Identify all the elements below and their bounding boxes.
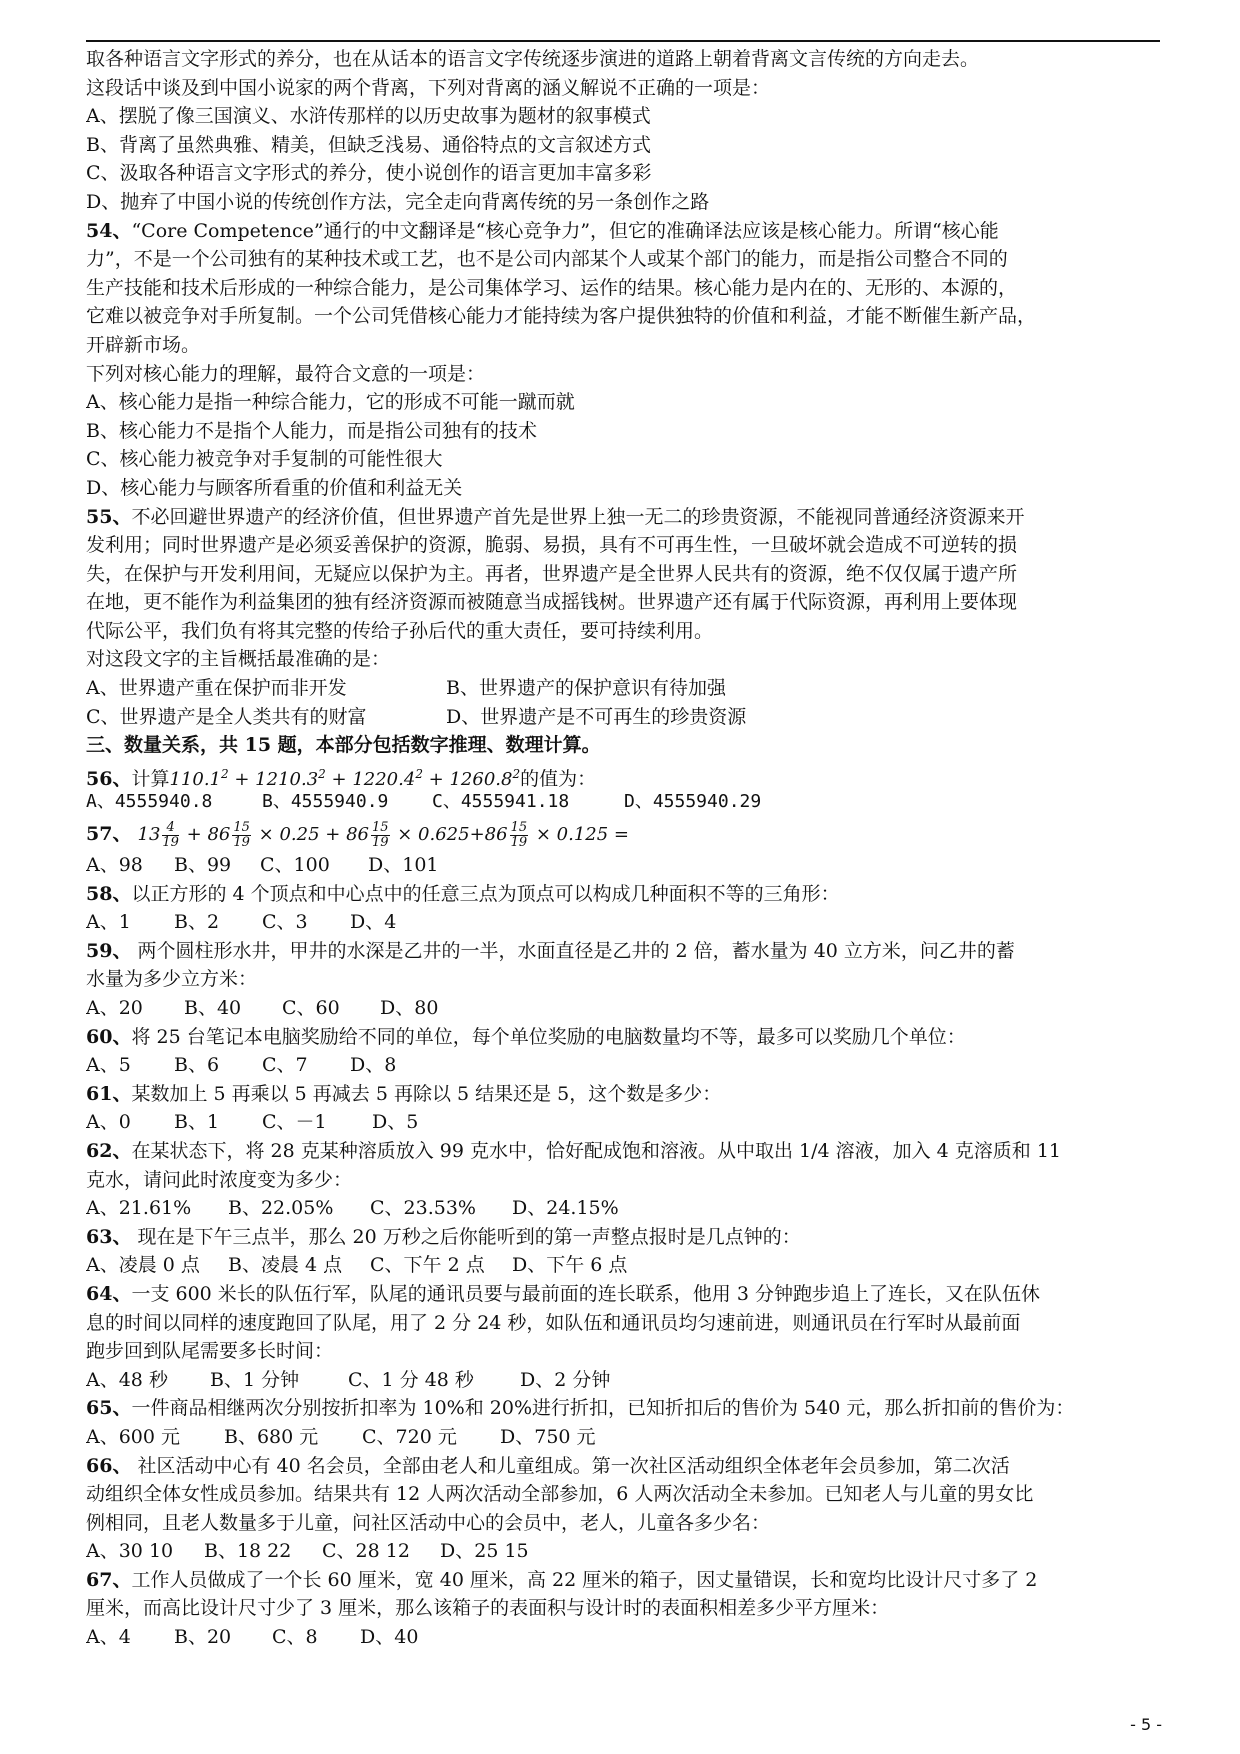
- option-d: D、5: [372, 1111, 419, 1134]
- option-a: A、摆脱了像三国演义、水浒传那样的以历史故事为题材的叙事模式: [86, 105, 651, 128]
- question-prompt: 这段话中谈及到中国小说家的两个背离，下列对背离的涵义解说不正确的一项是：: [86, 76, 771, 99]
- question-text: 两个圆柱形水井，甲井的水深是乙井的一半，水面直径是乙井的 2 倍，蓄水量为 40 立方米，问乙井的蓄: [131, 939, 1015, 962]
- question-61: [86, 1080, 1160, 1109]
- option-d: D、40: [360, 1626, 419, 1649]
- option-b: B、核心能力不是指个人能力，而是指公司独有的技术: [86, 419, 537, 442]
- option-a: A、20: [86, 997, 143, 1019]
- question-number: 57、: [86, 823, 132, 846]
- question-number: 67、: [86, 1568, 132, 1591]
- question-54: [86, 217, 1160, 246]
- question-number: 55、: [86, 505, 132, 528]
- option-b: B、2: [174, 911, 220, 934]
- option-b: B、1 分钟: [210, 1368, 300, 1391]
- option-c: C、28 12: [322, 1540, 410, 1563]
- option-c: C、汲取各种语言文字形式的养分，使小说创作的语言更加丰富多彩: [86, 162, 652, 185]
- option-row: [86, 908, 1160, 937]
- question-64: [86, 1280, 1160, 1309]
- question-number: 61、: [86, 1082, 132, 1105]
- option-row: [86, 1108, 1160, 1137]
- option-b: B、18 22: [204, 1540, 292, 1563]
- question-62: [86, 1137, 1160, 1166]
- question-text: 工作人员做成了一个长 60 厘米，宽 40 厘米，高 22 厘米的箱子，因丈量错误，长和宽均比设计尺寸多了 2: [131, 1568, 1038, 1591]
- option-b: B、4555940.9: [262, 791, 389, 813]
- question-56: [86, 760, 1160, 789]
- text-line: 发利用；同时世界遗产是必须妥善保护的资源，脆弱、易损，具有不可再生性，一旦破坏就会造成不可逆转的损: [86, 534, 1018, 557]
- text-line: 失，在保护与开发利用间，无疑应以保护为主。再者，世界遗产是全世界人民共有的资源，绝不仅仅属于遗产所: [86, 562, 1018, 585]
- question-text: “Core Competence”通行的中文翻译是“核心竞争力”，但它的准确译法应该是核心能力。所谓“核心能: [131, 219, 999, 242]
- option-row: [86, 1251, 1160, 1280]
- question-58: [86, 880, 1160, 909]
- option-c: C、720 元: [362, 1425, 457, 1448]
- question-text: 以正方形的 4 个顶点和中心点中的任意三点为顶点可以构成几种面积不等的三角形：: [131, 882, 840, 905]
- option-d: D、101: [368, 854, 439, 877]
- text-line: 例相同，且老人数量多于儿童，问社区活动中心的会员中，老人，儿童各多少名：: [86, 1511, 771, 1534]
- question-63: [86, 1223, 1160, 1252]
- option-a: A、98: [86, 854, 143, 877]
- question-number: 64、: [86, 1282, 132, 1305]
- option-d: D、4: [350, 911, 397, 934]
- question-text: 社区活动中心有 40 名会员，全部由老人和儿童组成。第一次社区活动组织全体老年会员参加，第二次活: [131, 1454, 1010, 1477]
- question-text: 一件商品相继两次分别按折扣率为 10%和 20%进行折扣，已知折扣后的售价为 540 元，那么折扣前的售价为：: [131, 1397, 1075, 1420]
- option-d: D、24.15%: [512, 1197, 619, 1220]
- text-line: 动组织全体女性成员参加。结果共有 12 人两次活动全部参加，6 人两次活动全未参加。已知老人与儿童的男女比: [86, 1483, 1034, 1506]
- question-55: [86, 503, 1160, 532]
- header-rule: [86, 40, 1160, 42]
- option-a: A、核心能力是指一种综合能力，它的形成不可能一蹴而就: [86, 391, 575, 414]
- option-a: A、600 元: [86, 1425, 181, 1448]
- question-number: 65、: [86, 1397, 132, 1420]
- option-c: C、－1: [262, 1111, 327, 1134]
- text-line: 厘米，而高比设计尺寸少了 3 厘米，那么该箱子的表面积与设计时的表面积相差多少平方厘米：: [86, 1597, 890, 1620]
- option-c: C、1 分 48 秒: [348, 1368, 474, 1391]
- option-c: C、23.53%: [370, 1197, 476, 1220]
- document-body: [86, 45, 1160, 1652]
- page-number: - 5 -: [1130, 1715, 1162, 1734]
- option-a: A、4555940.8: [86, 791, 213, 813]
- option-b: B、680 元: [224, 1425, 319, 1448]
- option-a: A、4: [86, 1626, 131, 1649]
- text-line: 开辟新市场。: [86, 333, 201, 356]
- option-a: A、1: [86, 911, 131, 934]
- text-line: 力”，不是一个公司独有的某种技术或工艺，也不是公司内部某个人或某个部门的能力，而是指公司整合不同的: [86, 248, 1008, 271]
- option-b: B、20: [174, 1626, 232, 1649]
- fraction: $\frac{15}{19}$: [371, 819, 389, 850]
- option-row: [86, 1051, 1160, 1080]
- option-c: C、8: [272, 1626, 318, 1649]
- option-b: B、6: [174, 1054, 220, 1077]
- question-text: 在某状态下，将 28 克某种溶质放入 99 克水中，恰好配成饱和溶液。从中取出 1/4 溶液，加入 4 克溶质和 11: [131, 1139, 1062, 1162]
- option-a: A、凌晨 0 点: [86, 1254, 200, 1277]
- text-line: 生产技能和技术后形成的一种综合能力，是公司集体学习、运作的结果。核心能力是内在的、无形的、本源的，: [86, 276, 1018, 299]
- option-b: B、1: [174, 1111, 220, 1134]
- option-c: C、7: [262, 1054, 308, 1077]
- question-60: [86, 1023, 1160, 1052]
- question-65: [86, 1394, 1160, 1423]
- text-line: 它难以被竞争对手所复制。一个公司凭借核心能力才能持续为客户提供独特的价值和利益，才能不断催生新产品，: [86, 305, 1037, 328]
- option-d: D、80: [380, 997, 439, 1019]
- option-row: [86, 1537, 1160, 1566]
- text-line: 克水，请问此时浓度变为多少：: [86, 1168, 353, 1191]
- option-a: A、21.61%: [86, 1197, 192, 1220]
- question-number: 62、: [86, 1139, 132, 1162]
- question-number: 66、: [86, 1454, 132, 1477]
- option-row: [86, 703, 1160, 732]
- text-line: 取各种语言文字形式的养分，也在从话本的语言文字传统逐步演进的道路上朝着背离文言传统的方向走去。: [86, 48, 980, 70]
- question-number: 56、: [86, 767, 132, 789]
- option-row: [86, 1623, 1160, 1652]
- option-c: C、100: [260, 854, 330, 877]
- option-b: B、凌晨 4 点: [228, 1254, 343, 1277]
- question-text: 某数加上 5 再乘以 5 再减去 5 再除以 5 结果还是 5，这个数是多少：: [131, 1082, 722, 1105]
- fraction: $\frac{15}{19}$: [233, 819, 250, 850]
- question-text: 将 25 台笔记本电脑奖励给不同的单位，每个单位奖励的电脑数量均不等，最多可以奖励几个单位：: [131, 1025, 966, 1048]
- option-d: D、4555940.29: [624, 791, 762, 813]
- text-line: 在地，更不能作为利益集团的独有经济资源而被随意当成摇钱树。世界遗产还有属于代际资源，再利用上要体现: [86, 591, 1018, 614]
- text-line: 水量为多少立方米：: [86, 968, 258, 991]
- question-59: [86, 937, 1160, 966]
- option-row: [86, 851, 1160, 880]
- question-text: 一支 600 米长的队伍行军，队尾的通讯员要与最前面的连长联系，他用 3 分钟跑步追上了连长，又在队伍休: [131, 1282, 1040, 1305]
- question-prompt: 下列对核心能力的理解，最符合文意的一项是：: [86, 362, 486, 385]
- option-row: [86, 994, 1160, 1023]
- text-line: 跑步回到队尾需要多长时间：: [86, 1340, 334, 1363]
- option-d: D、下午 6 点: [512, 1254, 628, 1277]
- question-number: 58、: [86, 882, 132, 905]
- option-row: [86, 788, 1160, 817]
- option-row: [86, 1423, 1160, 1452]
- math-expression: 13 $\frac{4}{19}$ + 86 $\frac{15}{19}$ × 0.25 + 86 $\frac{15}{19}$ × 0.625+86 $\frac{15}{19}$ × 0.125 =: [137, 819, 629, 850]
- option-c: C、4555941.18: [432, 791, 570, 813]
- option-a: A、世界遗产重在保护而非开发: [86, 677, 347, 700]
- question-text: 现在是下午三点半，那么 20 万秒之后你能听到的第一声整点报时是几点钟的：: [131, 1225, 801, 1248]
- option-a: A、48 秒: [86, 1368, 168, 1391]
- fraction: $\frac{4}{19}$: [162, 819, 179, 850]
- option-b: B、世界遗产的保护意识有待加强: [446, 677, 726, 700]
- option-c: C、核心能力被竞争对手复制的可能性很大: [86, 448, 443, 471]
- option-d: D、核心能力与顾客所看重的价值和利益无关: [86, 476, 463, 499]
- section-heading: 三、数量关系，共 15 题，本部分包括数字推理、数理计算。: [86, 734, 601, 757]
- option-row: [86, 674, 1160, 703]
- question-66: [86, 1452, 1160, 1481]
- option-d: D、750 元: [500, 1425, 596, 1448]
- option-b: B、22.05%: [228, 1197, 334, 1220]
- option-d: D、25 15: [440, 1540, 529, 1563]
- math-expression: $110.1^2 + 1210.3^2 + 1220.4^2 + 1260.8^2$: [169, 766, 521, 789]
- option-d: D、世界遗产是不可再生的珍贵资源: [446, 705, 747, 728]
- text-line: 息的时间以同样的速度跑回了队尾，用了 2 分 24 秒，如队伍和通讯员均匀速前进，则通讯员在行军时从最前面: [86, 1311, 1021, 1334]
- option-a: A、30 10: [86, 1540, 174, 1563]
- fraction: $\frac{15}{19}$: [510, 819, 528, 850]
- option-b: B、99: [174, 854, 232, 877]
- option-d: D、抛弃了中国小说的传统创作方法，完全走向背离传统的另一条创作之路: [86, 190, 710, 213]
- option-c: C、下午 2 点: [370, 1254, 485, 1277]
- question-57: [86, 817, 1160, 851]
- question-prompt: 对这段文字的主旨概括最准确的是：: [86, 648, 391, 671]
- option-c: C、世界遗产是全人类共有的财富: [86, 705, 367, 728]
- question-67: [86, 1566, 1160, 1595]
- option-row: [86, 1366, 1160, 1395]
- option-b: B、背离了虽然典雅、精美，但缺乏浅易、通俗特点的文言叙述方式: [86, 133, 651, 156]
- question-text: 不必回避世界遗产的经济价值，但世界遗产首先是世界上独一无二的珍贵资源，不能视同普通经济资源来开: [131, 505, 1025, 528]
- question-text: 计算: [131, 767, 170, 789]
- question-number: 60、: [86, 1025, 132, 1048]
- question-number: 54、: [86, 219, 132, 242]
- option-c: C、60: [282, 997, 340, 1019]
- question-text: 的值为：: [520, 767, 597, 789]
- option-d: D、2 分钟: [520, 1368, 611, 1391]
- option-a: A、5: [86, 1054, 131, 1077]
- text-line: 代际公平，我们负有将其完整的传给子孙后代的重大责任，要可持续利用。: [86, 619, 714, 642]
- option-d: D、8: [350, 1054, 397, 1077]
- option-b: B、40: [184, 997, 242, 1019]
- option-a: A、0: [86, 1111, 131, 1134]
- option-row: [86, 1194, 1160, 1223]
- question-number: 63、: [86, 1225, 132, 1248]
- option-c: C、3: [262, 911, 308, 934]
- question-number: 59、: [86, 939, 132, 962]
